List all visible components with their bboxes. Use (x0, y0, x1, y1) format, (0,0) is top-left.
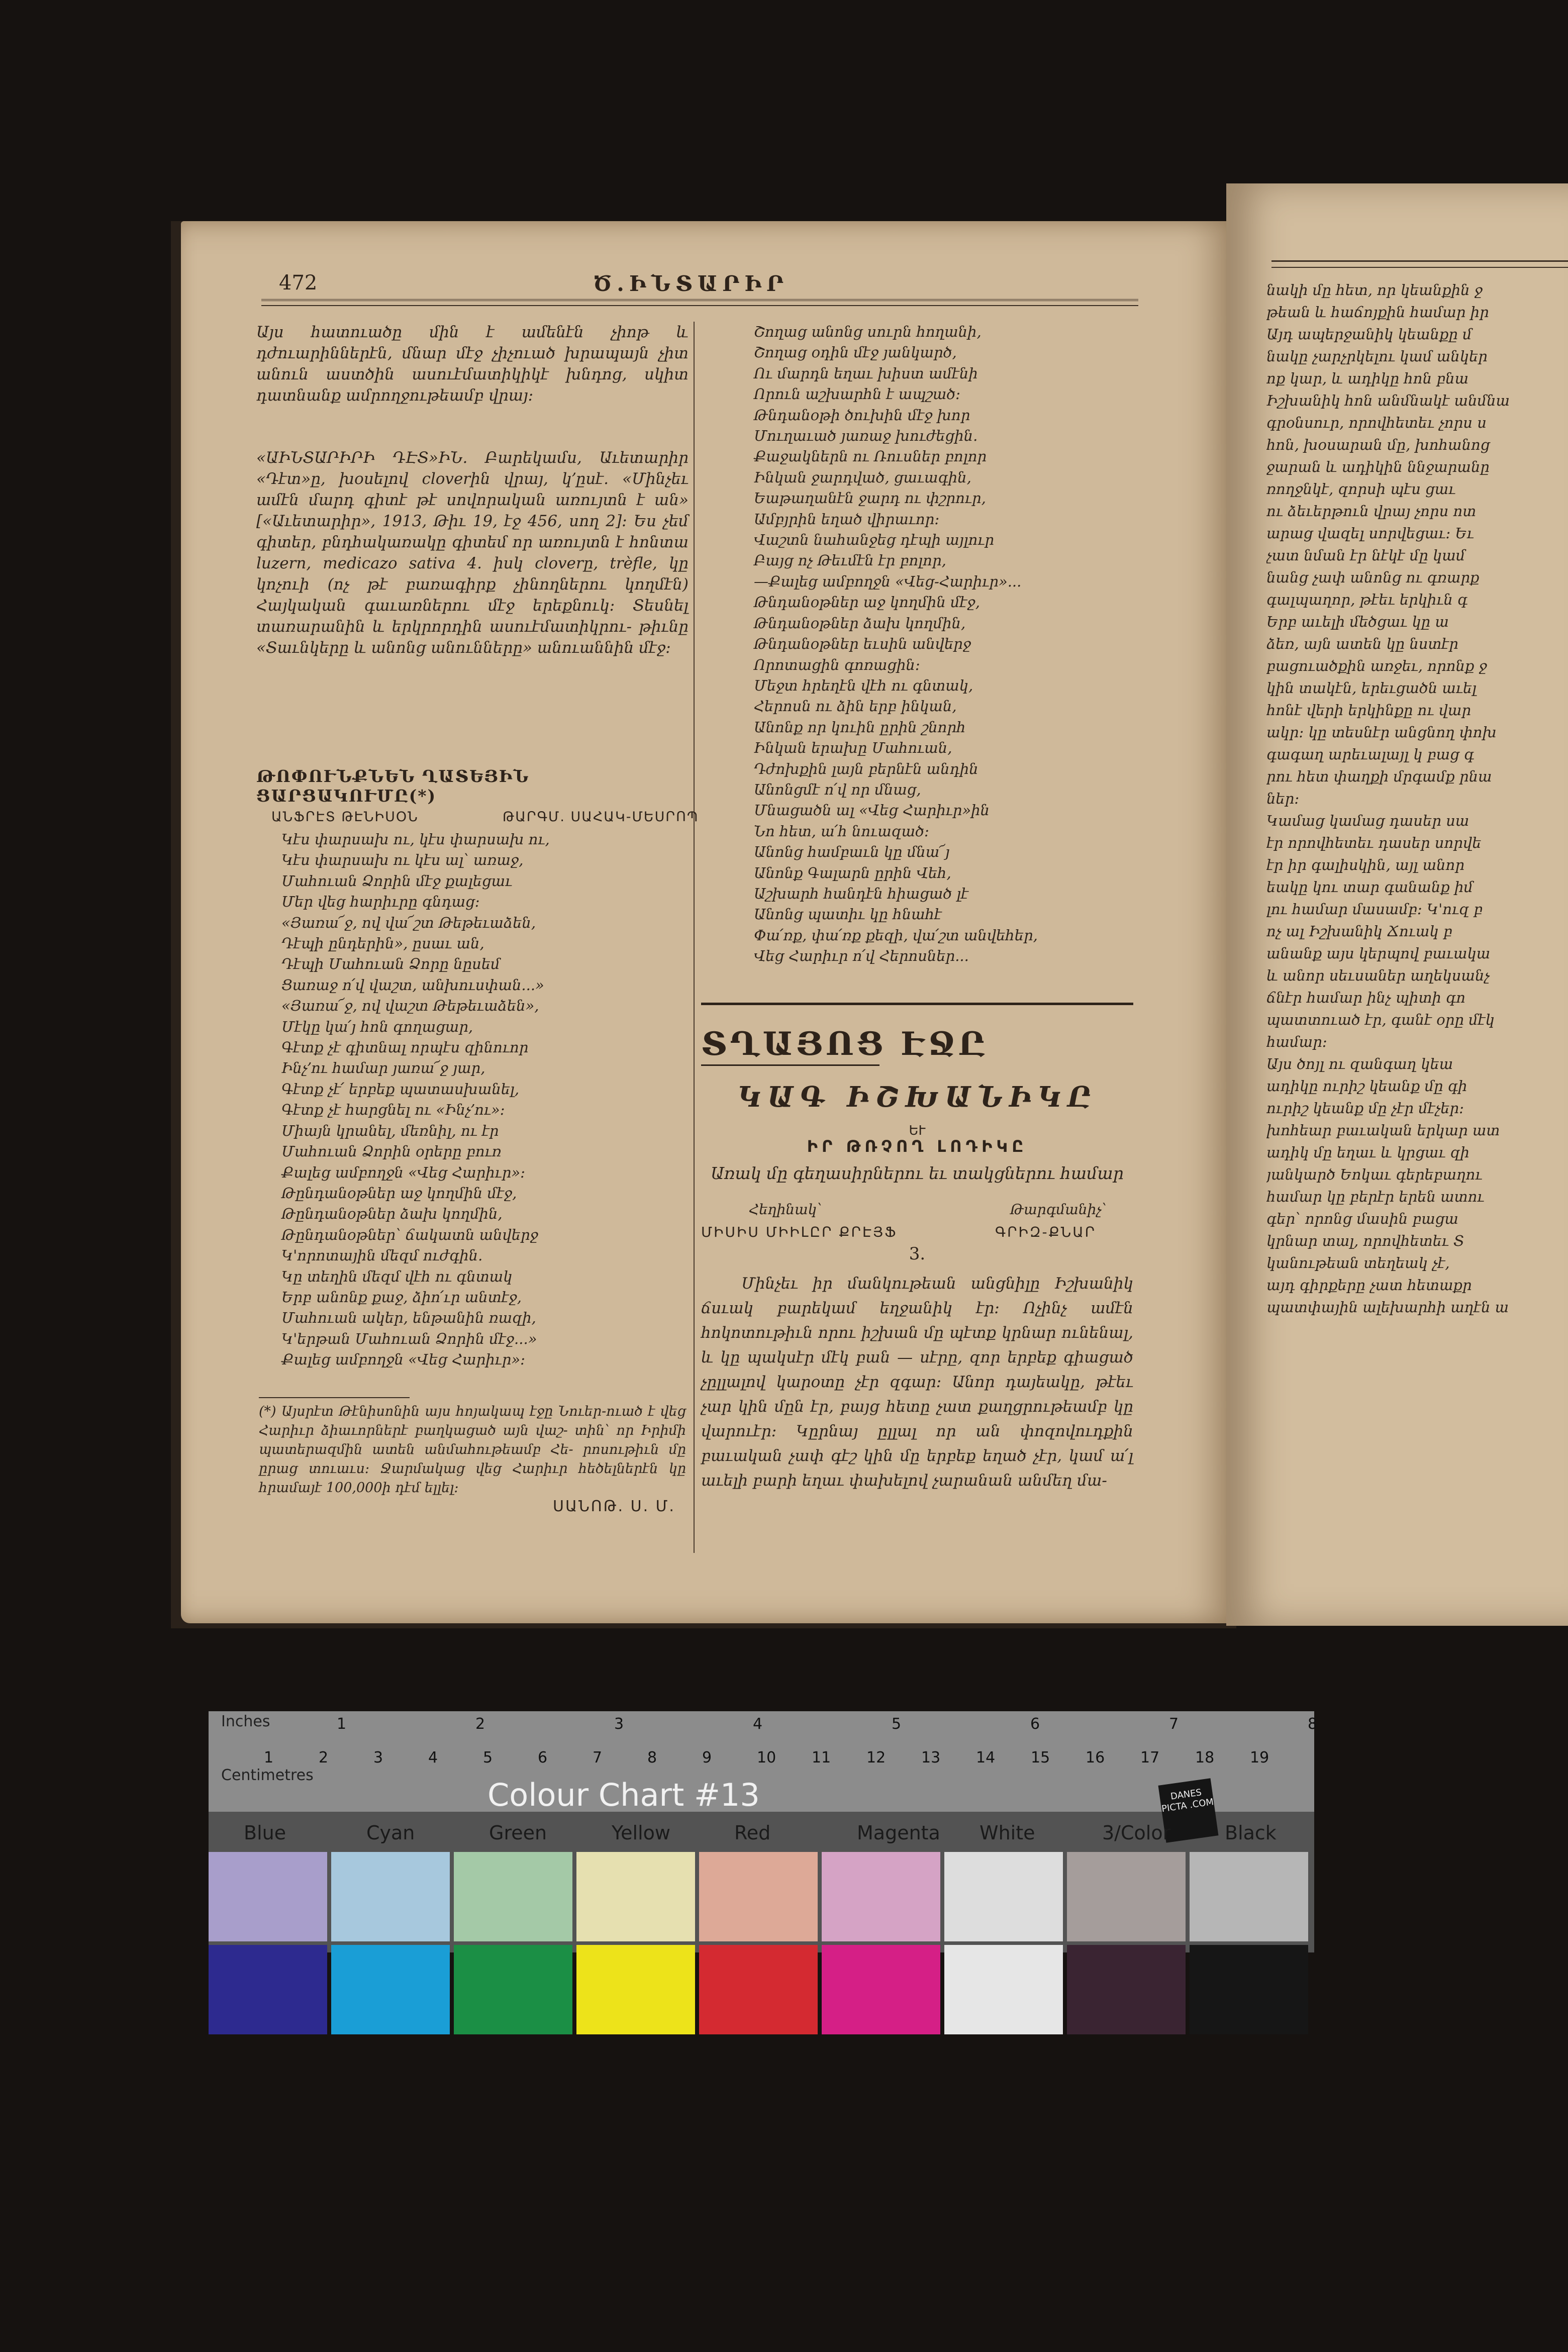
right-page-line: ոչ ալ Իշխանիկ Ճուակ բ (1266, 923, 1452, 940)
poem-line: Անոնց համբաւն կը մնա՜յ (754, 843, 950, 861)
poem-line: Բայց ոչ Թեւմէն էր բոլոր, (754, 552, 946, 569)
right-page-line: պատտուած էր, գանէ օրը մէկ (1266, 1011, 1495, 1028)
right-page-line: նակը չարչրկելու կամ անկեր (1266, 348, 1488, 365)
right-page-line: թեան և հաճոյքին համար իր (1266, 304, 1489, 321)
story-paragraph: Մինչեւ իր մանկութեան անցնիլը Իշխանիկ ճսւակ բարեկամ եղջանիկ էր։ Ոչինչ ամէն հոկոտութիւն որու իշխան մը պէտք կրնար ունենալ, և կը պակսէր մէկ բան — սէրը, զոր երբեք գիացած չըլլալով կարօտը չէր զգար։ Անոր դայեակը, թէեւ չար կին մըն էր, բայց հետը չատ քաղցրութեամբ կը վարուէր։ Կըրնայ ըլլալ որ ան փոզովուդքին բաւական չափ գէշ կին մը երբեք եղած չէր, կամ ա՛լ աւելի բարի եղաւ փախելով չարանան անմեղ մա- (701, 1275, 1133, 1490)
patch-label: White (979, 1822, 1035, 1844)
dark-patch (576, 1945, 695, 2034)
poem-line: Կ'որոտային մեզմ ուժգին. (281, 1247, 483, 1264)
inch-tick-label: 5 (892, 1715, 902, 1733)
poem-line: Երբ անոնք քաջ, ձիո՛ւր անտէջ, (281, 1288, 522, 1306)
poem-line: Մեր վեց հարիւրը գնդաց։ (281, 893, 480, 911)
cm-tick-label: 19 (1250, 1749, 1269, 1767)
poem-line: Մահուան ակեր, ենթանին ռազի, (281, 1309, 536, 1327)
right-page-line: ձեռ, այն ատեն կը նստէր (1266, 635, 1458, 652)
poem-line: Քաջակներն ու Ռուսներ բոլոր (754, 448, 987, 465)
cm-tick-label: 12 (866, 1749, 886, 1767)
right-page-line: անանք այս կերպով բաւակա (1266, 945, 1491, 962)
poem-line: Որուն աշխարհն է ապշած։ (754, 385, 961, 403)
poem-line: Կը տեղին մեզմ վէհ ու գնտակ (281, 1267, 513, 1285)
inch-tick-label: 1 (337, 1715, 347, 1733)
poem-translator: ԹԱՐԳՄ. ՍԱՀԱԿ-ՄԵՍՐՈՊ (503, 809, 699, 825)
footnote-rule (259, 1397, 410, 1398)
story-subtitle: ԻՐ ԹՌՉՈՂ ԼՈԴԻԿԸ (807, 1137, 1028, 1156)
poem-line: Մահուան Ձորին մէջ քալեցաւ (281, 872, 513, 890)
running-head: Ծ.ԻՆՏԱՐԻՐ (593, 271, 789, 296)
cm-tick-label: 1 (264, 1749, 274, 1767)
right-page-line: գագաղ արեւալայլ կ բաց գ (1266, 746, 1475, 763)
right-page-line: էր որովհետեւ դասեր սորվե (1266, 834, 1482, 851)
light-patch (209, 1852, 327, 1941)
patch-label: Blue (244, 1822, 286, 1844)
inch-tick-label: 8 (1308, 1715, 1318, 1733)
poem-line: Անոնք Գալարն ըրին Վեհ, (754, 864, 951, 881)
poem-line: Մնացածն ալ «Վեց Հարիւր»ին (754, 802, 990, 819)
poem-line: Մէկը կա՛յ հոն գողացար, (281, 1018, 473, 1035)
poem-line: Կէս փարսախ ու կէս ալ՝ առաջ, (281, 851, 524, 869)
ruler-cm-ticks (209, 1736, 1314, 1767)
cm-tick-label: 4 (428, 1749, 438, 1767)
right-page-line: Երբ աւելի մեծցաւ կը ա (1266, 613, 1449, 630)
poem-line: Շողաց անոնց սուրն հողանի, (754, 323, 982, 340)
right-page-line: գալպաղոր, թէեւ երկիւն գ (1266, 591, 1468, 608)
right-page-line: յանկարծ Եոկաւ գերեբաղու (1266, 1166, 1483, 1183)
right-page-line: խոհեար բաւական երկար ատ (1266, 1122, 1500, 1139)
cm-tick-label: 17 (1140, 1749, 1160, 1767)
poem-line: Կէս փարսախ ու, կէս փարսախ ու, (281, 831, 550, 848)
poem-line: Ինկան երախը Մահուան, (754, 739, 952, 757)
footnote-signature: ՍԱՆՈԹ. Ս. Մ. (553, 1498, 675, 1515)
cm-tick-label: 10 (757, 1749, 776, 1767)
footnote (259, 1402, 686, 1498)
right-page-line: ներ։ (1266, 790, 1300, 807)
poem-line: Դժոխքին լայն բերնէն անդին (754, 760, 978, 777)
cm-tick-label: 2 (319, 1749, 329, 1767)
right-page-line: լու համար մասամբ։ Կ'ուզ բ (1266, 901, 1483, 918)
patch-label: Cyan (366, 1822, 415, 1844)
poem-line: Հերոսն ու ձին երբ ինկան, (754, 698, 957, 715)
poem-line: Մահուան Ձորին օրերը բուռ (281, 1143, 502, 1160)
story-title-conjunction: ԵՒ (909, 1123, 926, 1138)
poem-line: Թնդանօթի ծուխին մէջ խոր (754, 406, 970, 424)
right-page-line: Այդ ապերջանիկ կեանքը մ (1266, 326, 1472, 343)
intro-paragraph: Այս հատուածը մին է ամենէն չիոթ և դժուարիններէն, մնար մէջ չիչուած խրապայն չիտ անուն աստծին ասուէմատիկիկէ խնդոց, սկիտ դատնանք ամրողջութեամբ վրայ։ (256, 323, 689, 405)
poem-line: Վեց Հարիւր ո՛վ Հերոսներ... (754, 947, 969, 965)
cm-tick-label: 6 (538, 1749, 548, 1767)
right-page-line: նակի մը հետ, որ կեանքին ջ (1266, 281, 1483, 299)
dark-patch (331, 1945, 450, 2034)
right-page-line: Կամաց կամաց դասեր սա (1266, 812, 1469, 829)
dark-patch (1067, 1945, 1186, 2034)
patch-label: Red (734, 1822, 771, 1844)
story-chapter-number: 3. (909, 1244, 926, 1264)
colour-chart-title: Colour Chart #13 (487, 1777, 760, 1813)
poem-line: Թնդանօթներ աջ կողմին մէջ, (754, 594, 980, 611)
right-page-line: գրօնսուր, որովհետեւ չորս ս (1266, 414, 1487, 431)
correspondence-paragraph: «ԱԻՆՏԱՐԻՐԻ ԴԷՏ»ԻՆ. Բարեկամս, Աւետարիր «Դէտ»ը, խօսելով cloverին վրայ, կ՚ըսէ. «Մինչեւ ամէն մարդ գիտէ թէ սովորական առույտն է ան» [«Աւետարիր», 1913, Թիւ 19, էջ 456, սող 2]։ Ես չեմ գիտեր, բնդհակառակը գիտեմ որ առույտն է հոնտա luzern, medicazo sativa 4. իսկ cloverը, trèfle, կը կոչուի (ոչ թէ բառագիրք չինողներու կողմէն) Հայկական գաւառներու մէջ երեքնուկ։ Տեսնել տառարանին և երկրորդին ասուէմատիկրու- թիւնը «Տաւնկերը և անոնց անունները» անուաննին մէջ։ (256, 449, 689, 657)
poem-line: Դէպի ընդերին», ըսաւ ան, (281, 935, 484, 952)
cm-tick-label: 8 (647, 1749, 657, 1767)
right-page-line: ու ձեւերթուն վրայ չորս ոտ (1266, 503, 1477, 520)
light-patch (454, 1852, 572, 1941)
poem-line: Թընդանօթներ՝ ճակատն անվերջ (281, 1226, 538, 1243)
section-title: ՏՂԱՅՈՑ ԷՋԸ (701, 1025, 988, 1063)
danes-picta-logo: DANES PICTA .COM (1158, 1778, 1219, 1842)
cm-tick-label: 14 (976, 1749, 996, 1767)
patch-label: Yellow (612, 1822, 670, 1844)
poem-line: Ամբյրին եղած վիրաւոր։ (754, 510, 940, 528)
poem-line: Մեջտ հրեղէն վէհ ու գնտակ, (754, 676, 973, 694)
poem-line: Նո հետ, ա՛հ նուազած։ (754, 822, 929, 840)
cm-tick-label: 3 (373, 1749, 383, 1767)
poem-line: Քալեց ամբողջն «Վեց Հարիւր»։ (281, 1163, 525, 1181)
poem-line: Թընդանօթներ ձախ կողմին, (281, 1205, 503, 1223)
cm-tick-label: 13 (921, 1749, 941, 1767)
ruler-centimetres-label: Centimetres (221, 1767, 314, 1784)
right-page-line: ճնէր համար ինչ պիտի գո (1266, 989, 1466, 1006)
poem-line: Ինչ՚ու համար յառա՜ջ յար, (281, 1059, 485, 1077)
right-page-header-rule (1271, 260, 1568, 268)
credit-author-label: Հեղինակ՝ (749, 1201, 822, 1218)
right-page-line: րու հետ փաղքի մրգամք րնա (1266, 768, 1492, 785)
cm-tick-label: 16 (1086, 1749, 1105, 1767)
right-page-line: չատ նման էր նէկէ մը կամ (1266, 547, 1465, 564)
right-page-line: համար։ (1266, 1033, 1327, 1050)
right-page-line: ջարան և ադիկին ննջարանը (1266, 458, 1490, 475)
cm-tick-label: 7 (593, 1749, 603, 1767)
poem-line: Ցառաջ ո՛վ վաշտ, անխուսփան...» (281, 976, 544, 994)
dark-patch (454, 1945, 572, 2034)
poem-line: Ու մարդն եղաւ խիստ ամէնի (754, 364, 978, 382)
poem-line: Շողաց օդին մէջ յանկարծ, (754, 344, 957, 361)
light-patch (944, 1852, 1063, 1941)
dark-patch (209, 1945, 327, 2034)
light-patch (1190, 1852, 1308, 1941)
right-page-line: ոք կար, և ադիկը հոն բնա (1266, 370, 1469, 387)
right-page-line: ադիկ մը եղաւ և կրցաւ զի (1266, 1144, 1469, 1161)
poem-line: Թընդանօթներ աջ կողմին մէջ, (281, 1184, 517, 1202)
column-divider (694, 322, 695, 1553)
right-page-line: պատփային ալեխարհի աղէն ա (1266, 1299, 1509, 1316)
poem-line: Դէպի Մահուան Ձորը նըսեմ (281, 955, 500, 973)
cm-tick-label: 9 (702, 1749, 712, 1767)
right-page-line: կանութեան տեղեակ չէ, (1266, 1254, 1450, 1271)
ruler-inch-ticks (209, 1711, 1318, 1736)
inch-tick-label: 7 (1169, 1715, 1179, 1733)
right-page-text (1266, 279, 1548, 1586)
cm-tick-label: 15 (1031, 1749, 1050, 1767)
poem-author: ԱՆՖՐԷՏ ԹԷՆԻՍՕՆ (271, 809, 419, 825)
poem-line: Կ'երթան Մահուան Ձորին մէջ...» (281, 1330, 537, 1347)
inch-tick-label: 4 (753, 1715, 763, 1733)
inch-tick-label: 2 (475, 1715, 485, 1733)
poem-line: Մուղաւած յառաջ խուժեցին. (754, 427, 978, 445)
poem-line: —Քալեց ամբողջն «Վեց-Հարիւր»... (754, 572, 1022, 590)
section-rule (701, 1003, 1133, 1005)
cm-tick-label: 18 (1195, 1749, 1215, 1767)
poem-left-stanzas (281, 829, 673, 1370)
section-title-underline (701, 1064, 879, 1066)
cm-tick-label: 5 (483, 1749, 493, 1767)
poem-line: Եաթաղանէն ջարդ ու փշրուր, (754, 489, 986, 507)
right-page-line: Իշխանիկ հոն անմնակէ անմնա (1266, 392, 1510, 409)
right-page-line: Այս ծոյլ ու զանգաղ կեա (1266, 1055, 1453, 1072)
poem-line: Գէտք չէ գիտնալ որպէս զինուոր (281, 1039, 529, 1056)
dark-patch (822, 1945, 940, 2034)
poem-line: Գէտք չէ հարցնել ու «Ինչ՚ու»։ (281, 1101, 505, 1119)
inch-tick-label: 3 (614, 1715, 624, 1733)
credit-translator-label: Թարգմանիչ՝ (1010, 1201, 1107, 1218)
right-page-line: համար կը բերէր երեն ատու (1266, 1188, 1485, 1205)
poem-line: Վաշտն նահանջեց դէպի այլուր (754, 531, 995, 549)
right-page-line: և անոր սեւսաներ աղեկսանչ (1266, 967, 1490, 984)
dark-patch (699, 1945, 818, 2034)
right-page-line: ադիկը ուրիշ կեանք մը գի (1266, 1077, 1467, 1095)
patch-label: 3/Color (1102, 1822, 1171, 1844)
poem-line: Անոնց պատիւ կը հնահէ (754, 906, 942, 923)
dark-patch (944, 1945, 1063, 2034)
page-number: 472 (279, 271, 318, 295)
light-patch (331, 1852, 450, 1941)
inch-tick-label: 6 (1030, 1715, 1040, 1733)
light-patch (699, 1852, 818, 1941)
right-page-line: կրնար տալ, որովհետեւ Տ (1266, 1232, 1464, 1249)
poem-line: «Յառա՜ջ, ով վաշտ Թեթեւաձեն», (281, 997, 539, 1015)
poem-line: Քալեց ամբողջն «Վեց Հարիւր»։ (281, 1351, 525, 1368)
right-page-line: նանց չափ անոնց ու գռարք (1266, 569, 1480, 586)
cm-tick-label: 11 (812, 1749, 831, 1767)
right-page-line: գեր՝ որոնց մասին բացա (1266, 1210, 1458, 1227)
light-patch (1067, 1852, 1186, 1941)
header-rule (261, 299, 1138, 306)
right-page-line: այդ գիրքերը չատ հետաքր (1266, 1277, 1472, 1294)
poem-line: Փա՛ռք, փա՛ռք քեզի, վա՛շտ անվեհեր, (754, 926, 1038, 944)
patch-label: Magenta (857, 1822, 940, 1844)
poem-line: Թնդանօթներ եւսին անվերջ (754, 635, 971, 653)
right-page-line: հոնէ վերի երկինքը ու վար (1266, 702, 1472, 719)
patch-label: Green (489, 1822, 547, 1844)
poem-line: Անոնցմէ ո՛վ որ մնաց, (754, 780, 921, 798)
dark-patch (1190, 1945, 1308, 2034)
right-page-line: հոն, խօսարան մը, խոհանոց (1266, 436, 1490, 453)
right-page-line: էր իր գալիսկին, այլ անոր (1266, 856, 1465, 873)
right-page-line: ռողջնկէ, զորսի պէս ցաւ (1266, 480, 1456, 498)
poem-line: Գէտք չէ՛ երբեք պատասխանել, (281, 1080, 520, 1098)
poem-line: Թնդանօթներ ձախ կողմին, (754, 614, 966, 632)
story-note: Առակ մը գեղասիրներու եւ տակցներու համար (711, 1163, 1124, 1183)
right-page-line: արաց վազել սորվեցաւ։ Եւ (1266, 525, 1474, 542)
poem-line: Միայն կրանել, մեռնիլ, ու էր (281, 1122, 499, 1139)
right-page-line: բացուածքին առջեւ, որոնք ջ (1266, 657, 1487, 674)
poem-line: Անոնք որ կուին ըրին շնորհ (754, 718, 966, 736)
story-title: ԿԱԳ ԻՇԽԱՆԻԿԸ (737, 1081, 1097, 1114)
poem-line: Աշխարհ հանդէն հիացած լէ (754, 885, 969, 902)
right-page-line: ակր։ կը տեսնէր անցնող փոխ (1266, 724, 1497, 741)
right-page-line: ուրիշ կեանք մը չէր մէչեր։ (1266, 1100, 1464, 1117)
poem-title: ԹՈՓՈՒՆՔՆԵՆ ՂԱՏԵՅԻՆ ՑԱՐՑԱԿՈՒՄԸ(*) (256, 766, 530, 806)
patch-label: Black (1225, 1822, 1277, 1844)
right-page-line: եակը կու տար գանանք իմ (1266, 878, 1474, 896)
ruler-inches-label: Inches (221, 1713, 270, 1730)
light-patch (576, 1852, 695, 1941)
credit-translator: ԳՐԻԶ-ՔՆԱՐ (995, 1224, 1097, 1240)
light-patch (822, 1852, 940, 1941)
credit-author: ՄԻՍԻՍ ՄԻԻԼԸՐ ՔՐԷՅՖ (701, 1224, 898, 1240)
poem-line: «Յառա՜ջ, ով վա՜շտ Թեթեւաձեն, (281, 914, 536, 931)
poem-line: Որոտացին գոռացին։ (754, 656, 920, 673)
poem-right-stanzas (754, 322, 1136, 967)
poem-line: Ինկան ջարդված, ցաւագին, (754, 468, 971, 486)
footnote-text: (*) Այսրէտ Թէնիսոնին այս հոյակապ էջը Նուեր-ուած է վեց Հարիւր ձիաւորներէ բաղկացած այն վաշ- տին՝ որ Իրիմի պատերազմին ատեն անմահութեամբ Հե- րոսութիւն մը ըրաց տուաւս։ Ջարմակաց վեց Հարիւր հեծելներէն կը հրամայէ 100,000ի դէմ ելլել։ (259, 1404, 686, 1496)
story-body (701, 1271, 1133, 1493)
right-page-line: կին տակէն, երեւցածն աւել (1266, 679, 1477, 697)
